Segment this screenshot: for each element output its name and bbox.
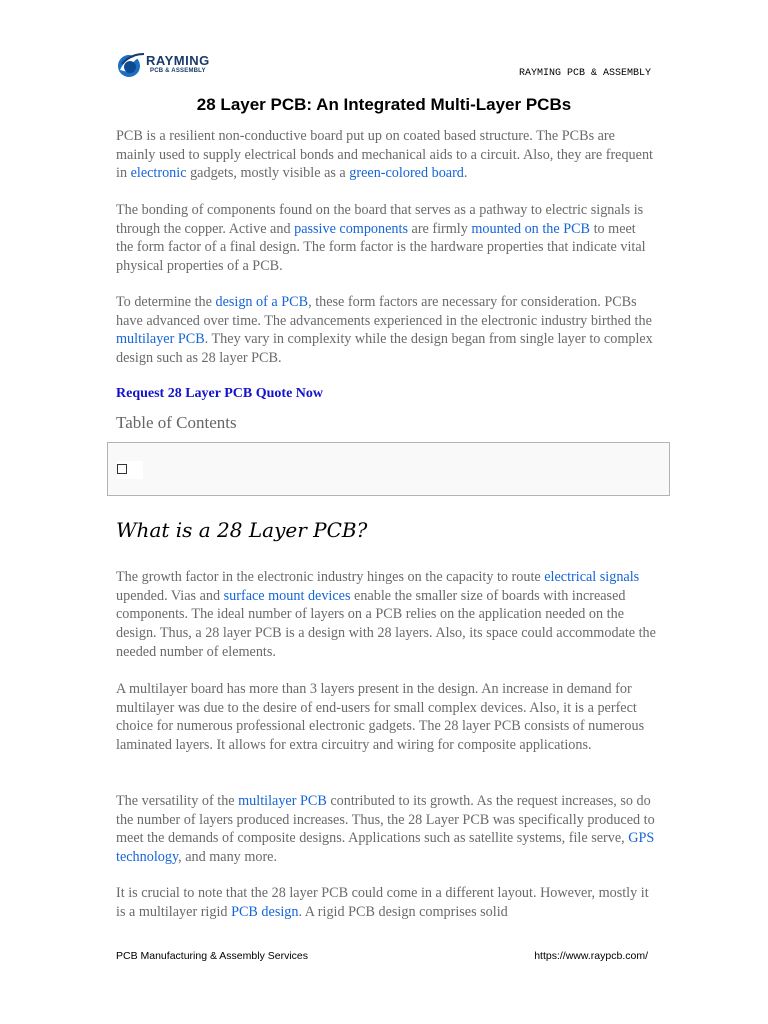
checkbox-icon[interactable]: [117, 464, 127, 474]
section-heading: What is a 28 Layer PCB?: [116, 518, 368, 542]
text-run: , these form factors are necessary for consideration. PCBs have advanced over time. The advancements experienced in the electronic industry birthed the: [116, 294, 652, 329]
text-run: enable the smaller size of boards with increased components. The ideal number of layers on a PCB relies on the application needed on the design. Thus, a 28 layer PCB is a design with 28 layers. Also, its space could accommodate the needed number of elements.: [116, 587, 656, 660]
text-run: upended. Vias and: [116, 587, 224, 604]
section-paragraph-3: [116, 792, 656, 867]
link-surface-mount-devices[interactable]: surface mount devices: [223, 587, 351, 604]
toc-toggle[interactable]: [117, 461, 143, 479]
header-company-name: RAYMING PCB & ASSEMBLY: [518, 68, 651, 79]
text-run: , and many more.: [178, 849, 278, 866]
footer-left-text: PCB Manufacturing & Assembly Services: [116, 950, 308, 962]
link-green-colored-board[interactable]: green-colored board: [349, 165, 464, 182]
text-run: .: [463, 165, 468, 182]
section-paragraph-1: [116, 568, 656, 662]
link-electronic[interactable]: electronic: [130, 165, 187, 182]
text-run: To determine the: [116, 294, 216, 310]
logo-name: RAYMING: [146, 53, 210, 68]
section-paragraph-4: [116, 884, 656, 921]
text-run: The growth factor in the electronic industry hinges on the capacity to route: [116, 569, 545, 585]
intro-paragraph-2: [116, 201, 656, 276]
section-paragraph-2: A multilayer board has more than 3 layers present in the design. An increase in demand for multilayer was due to the desire of end-users for small complex devices. Also, it is a perfect choice for numerous professional electronic gadgets. The 28 layer PCB consists of numerous laminated layers. It allows for extra circuitry and wiring for composite applications.: [116, 681, 645, 754]
text-run: It is crucial to note that the 28 layer PCB could come in a different layout. However, mostly it is a multilayer rigid: [116, 885, 649, 920]
intro-paragraph-3: [116, 293, 656, 368]
text-run: contributed to its growth. As the request increases, so do the number of layers produced increases. Thus, the 28 Layer PCB was specifically produced to meet the demands of composite designs. Applications such as satellite systems, file serve,: [116, 793, 655, 847]
text-run: to meet the form factor of a final design. The form factor is the hardware properties that indicate vital physical properties of a PCB.: [116, 220, 646, 275]
text-run: PCB is a resilient non-conductive board put up on coated based structure. The PCBs are mainly used to supply electrical bonds and mechanical aids to a circuit. Also, they are frequent in: [116, 128, 653, 182]
link-pcb-design[interactable]: PCB design: [231, 903, 299, 920]
link-gps-technology[interactable]: GPS technology: [116, 830, 655, 866]
link-electrical-signals[interactable]: electrical signals: [544, 569, 640, 585]
text-run: are firmly: [407, 220, 472, 237]
rayming-logo: [116, 50, 226, 80]
link-passive-components[interactable]: passive components: [294, 220, 408, 237]
logo-mark-icon: [116, 50, 146, 80]
request-quote-link[interactable]: Request 28 Layer PCB Quote Now: [116, 386, 324, 401]
link-multilayer-pcb[interactable]: multilayer PCB: [116, 331, 205, 348]
link-design-of-a-pcb[interactable]: design of a PCB: [215, 294, 309, 310]
toc-label: Table of Contents: [116, 413, 237, 432]
footer-url[interactable]: https://www.raypcb.com/: [534, 950, 648, 962]
text-run: The versatility of the: [116, 793, 239, 809]
text-run: The bonding of components found on the board that serves as a pathway to electric signals is through the copper. Active and: [116, 202, 644, 237]
logo-subtitle: PCB & ASSEMBLY: [150, 68, 206, 74]
link-mounted-on-the-pcb[interactable]: mounted on the PCB: [471, 220, 591, 237]
page-title: 28 Layer PCB: An Integrated Multi-Layer PCBs: [196, 95, 572, 114]
text-run: . They vary in complexity while the design began from single layer to complex design such as 28 layer PCB.: [116, 331, 653, 367]
text-run: . A rigid PCB design comprises solid: [298, 903, 508, 920]
link-multilayer-pcb-2[interactable]: multilayer PCB: [238, 793, 327, 809]
text-run: gadgets, mostly visible as a: [186, 165, 350, 182]
intro-paragraph-1: [116, 127, 656, 183]
toc-box: [107, 442, 670, 496]
